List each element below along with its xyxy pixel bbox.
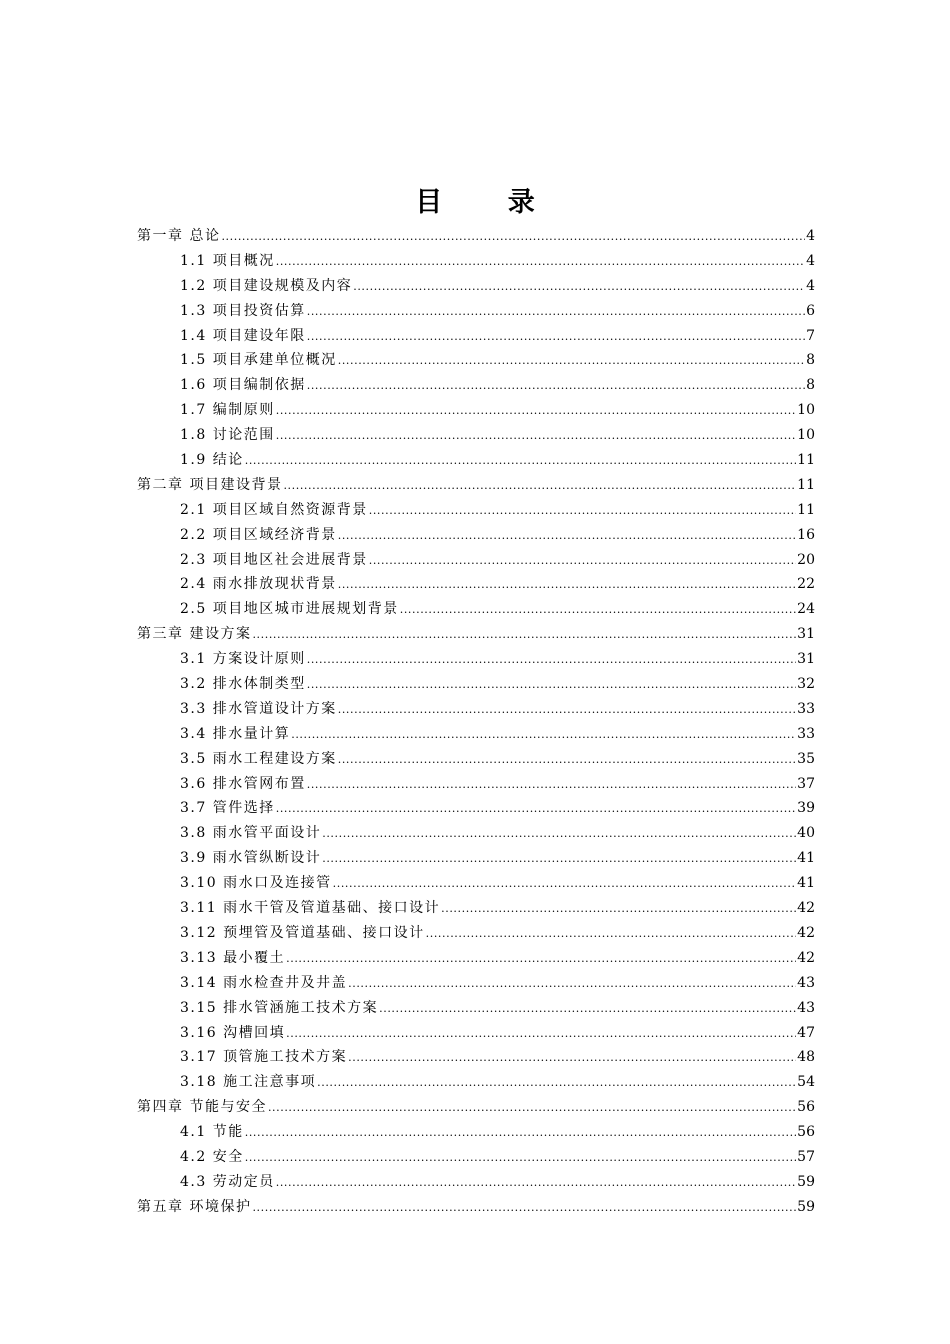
toc-entry-label: 2.1 项目区域自然资源背景 bbox=[180, 501, 368, 518]
toc-entry-label: 3.3 排水管道设计方案 bbox=[180, 700, 337, 717]
dot-leader bbox=[283, 473, 796, 499]
toc-section-entry[interactable] bbox=[137, 647, 815, 672]
toc-section-entry[interactable] bbox=[137, 697, 815, 722]
toc-entry-label: 1.3 项目投资估算 bbox=[180, 302, 306, 319]
toc-section-entry[interactable] bbox=[137, 796, 815, 821]
toc-section-entry[interactable] bbox=[137, 523, 815, 548]
toc-entry-label: 3.14 雨水检查井及井盖 bbox=[180, 974, 348, 991]
toc-entry-label: 3.12 预埋管及管道基础、接口设计 bbox=[180, 924, 425, 941]
toc-entry-page: 4 bbox=[806, 277, 815, 294]
dot-leader bbox=[276, 423, 796, 449]
dot-leader bbox=[245, 1120, 796, 1146]
toc-entry-label: 3.15 排水管涵施工技术方案 bbox=[180, 999, 379, 1016]
toc-entry-page: 43 bbox=[797, 999, 815, 1016]
toc-section-entry[interactable] bbox=[137, 971, 815, 996]
toc-entry-page: 4 bbox=[806, 228, 815, 244]
toc-section-entry[interactable] bbox=[137, 747, 815, 772]
toc-entry-label: 3.7 管件选择 bbox=[180, 800, 275, 817]
toc-entry-label: 第一章 总论 bbox=[137, 228, 221, 244]
page-title: 目 录 bbox=[415, 187, 563, 218]
toc-entry-page: 41 bbox=[797, 875, 815, 892]
toc-section-entry[interactable] bbox=[137, 896, 815, 921]
dot-leader bbox=[379, 996, 796, 1022]
dot-leader bbox=[338, 572, 796, 598]
dot-leader bbox=[286, 946, 796, 972]
toc-section-entry[interactable] bbox=[137, 1045, 815, 1070]
dot-leader bbox=[268, 1095, 796, 1121]
toc-section-entry[interactable] bbox=[137, 299, 815, 324]
dot-leader bbox=[307, 772, 796, 798]
toc-section-entry[interactable] bbox=[137, 448, 815, 473]
toc-entry-page: 42 bbox=[797, 924, 815, 941]
toc-section-entry[interactable] bbox=[137, 348, 815, 373]
toc-entry-page: 31 bbox=[797, 651, 815, 668]
toc-entry-page: 48 bbox=[797, 1049, 815, 1066]
toc-entry-label: 2.2 项目区域经济背景 bbox=[180, 526, 337, 543]
toc-section-entry[interactable] bbox=[137, 871, 815, 896]
dot-leader bbox=[353, 274, 805, 300]
toc-entry-label: 1.9 结论 bbox=[180, 452, 244, 469]
toc-section-entry[interactable] bbox=[137, 1170, 815, 1195]
toc-chapter-entry[interactable] bbox=[137, 224, 815, 249]
toc-entry-label: 3.4 排水量计算 bbox=[180, 725, 291, 742]
toc-section-entry[interactable] bbox=[137, 324, 815, 349]
toc-entry-page: 42 bbox=[797, 949, 815, 966]
toc-entry-label: 3.18 施工注意事项 bbox=[180, 1074, 317, 1091]
toc-entry-page: 16 bbox=[797, 526, 815, 543]
dot-leader bbox=[369, 498, 796, 524]
toc-entry-label: 3.13 最小覆土 bbox=[180, 949, 286, 966]
dot-leader bbox=[338, 348, 805, 374]
dot-leader bbox=[322, 821, 796, 847]
toc-entry-label: 第二章 项目建设背景 bbox=[137, 476, 283, 493]
toc-entry-page: 54 bbox=[797, 1074, 815, 1091]
toc-entry-page: 42 bbox=[797, 900, 815, 917]
toc-chapter-entry[interactable] bbox=[137, 1095, 815, 1120]
dot-leader bbox=[252, 1195, 796, 1221]
dot-leader bbox=[276, 249, 805, 275]
dot-leader bbox=[426, 921, 797, 947]
dot-leader bbox=[307, 672, 796, 698]
toc-entry-label: 1.5 项目承建单位概况 bbox=[180, 352, 337, 369]
toc-entry-label: 4.1 节能 bbox=[180, 1124, 244, 1141]
dot-leader bbox=[307, 299, 805, 325]
dot-leader bbox=[338, 523, 796, 549]
toc-entry-page: 56 bbox=[797, 1124, 815, 1141]
dot-leader bbox=[441, 896, 796, 922]
toc-entry-label: 3.6 排水管网布置 bbox=[180, 775, 306, 792]
toc-entry-label: 3.8 雨水管平面设计 bbox=[180, 825, 322, 842]
dot-leader bbox=[322, 846, 796, 872]
toc-section-entry[interactable] bbox=[137, 846, 815, 871]
toc-section-entry[interactable] bbox=[137, 921, 815, 946]
toc-entry-label: 2.4 雨水排放现状背景 bbox=[180, 576, 337, 593]
toc-entry-label: 3.9 雨水管纵断设计 bbox=[180, 850, 322, 867]
toc-section-entry[interactable] bbox=[137, 572, 815, 597]
toc-section-entry[interactable] bbox=[137, 498, 815, 523]
toc-section-entry[interactable] bbox=[137, 1145, 815, 1170]
toc-section-entry[interactable] bbox=[137, 821, 815, 846]
toc-entry-label: 2.5 项目地区城市进展规划背景 bbox=[180, 601, 399, 618]
toc-section-entry[interactable] bbox=[137, 423, 815, 448]
toc-entry-page: 6 bbox=[806, 302, 815, 319]
toc-entry-page: 41 bbox=[797, 850, 815, 867]
dot-leader bbox=[276, 398, 796, 424]
toc-entry-page: 22 bbox=[797, 576, 815, 593]
toc-entry-page: 43 bbox=[797, 974, 815, 991]
toc-section-entry[interactable] bbox=[137, 597, 815, 622]
dot-leader bbox=[307, 647, 796, 673]
table-of-contents bbox=[137, 224, 815, 1220]
toc-entry-page: 47 bbox=[797, 1024, 815, 1041]
toc-entry-page: 33 bbox=[797, 700, 815, 717]
dot-leader bbox=[286, 1021, 796, 1047]
toc-entry-label: 第四章 节能与安全 bbox=[137, 1099, 267, 1116]
toc-entry-label: 4.2 安全 bbox=[180, 1148, 244, 1165]
toc-entry-page: 37 bbox=[797, 775, 815, 792]
toc-entry-page: 11 bbox=[797, 501, 815, 518]
toc-entry-page: 39 bbox=[797, 800, 815, 817]
toc-entry-page: 31 bbox=[797, 626, 815, 643]
dot-leader bbox=[221, 224, 805, 250]
dot-leader bbox=[276, 796, 796, 822]
toc-entry-page: 4 bbox=[806, 252, 815, 269]
toc-entry-label: 1.7 编制原则 bbox=[180, 402, 275, 419]
toc-entry-page: 11 bbox=[797, 476, 815, 493]
toc-section-entry[interactable] bbox=[137, 398, 815, 423]
toc-entry-page: 20 bbox=[797, 551, 815, 568]
dot-leader bbox=[291, 722, 796, 748]
toc-entry-label: 1.1 项目概况 bbox=[180, 252, 275, 269]
toc-entry-label: 3.5 雨水工程建设方案 bbox=[180, 750, 337, 767]
dot-leader bbox=[307, 373, 805, 399]
dot-leader bbox=[400, 597, 796, 623]
dot-leader bbox=[307, 324, 805, 350]
toc-section-entry[interactable] bbox=[137, 996, 815, 1021]
toc-entry-label: 1.6 项目编制依据 bbox=[180, 377, 306, 394]
dot-leader bbox=[348, 1045, 796, 1071]
toc-section-entry[interactable] bbox=[137, 722, 815, 747]
toc-entry-label: 3.11 雨水干管及管道基础、接口设计 bbox=[180, 900, 441, 917]
dot-leader bbox=[317, 1070, 796, 1096]
toc-entry-label: 2.3 项目地区社会进展背景 bbox=[180, 551, 368, 568]
toc-entry-label: 3.17 顶管施工技术方案 bbox=[180, 1049, 348, 1066]
toc-entry-label: 1.8 讨论范围 bbox=[180, 427, 275, 444]
toc-entry-page: 8 bbox=[806, 352, 815, 369]
toc-section-entry[interactable] bbox=[137, 249, 815, 274]
toc-entry-label: 第五章 环境保护 bbox=[137, 1198, 252, 1215]
toc-entry-page: 11 bbox=[797, 452, 815, 469]
dot-leader bbox=[245, 448, 796, 474]
toc-entry-page: 57 bbox=[797, 1148, 815, 1165]
toc-entry-page: 59 bbox=[797, 1198, 815, 1215]
toc-entry-label: 3.2 排水体制类型 bbox=[180, 676, 306, 693]
toc-entry-label: 1.2 项目建设规模及内容 bbox=[180, 277, 353, 294]
toc-section-entry[interactable] bbox=[137, 946, 815, 971]
dot-leader bbox=[245, 1145, 796, 1171]
toc-section-entry[interactable] bbox=[137, 1120, 815, 1145]
dot-leader bbox=[369, 548, 796, 574]
toc-chapter-entry[interactable] bbox=[137, 1195, 815, 1220]
toc-section-entry[interactable] bbox=[137, 1070, 815, 1095]
toc-entry-page: 35 bbox=[797, 750, 815, 767]
toc-entry-page: 33 bbox=[797, 725, 815, 742]
toc-entry-label: 1.4 项目建设年限 bbox=[180, 327, 306, 344]
toc-entry-label: 4.3 劳动定员 bbox=[180, 1173, 275, 1190]
toc-entry-label: 3.10 雨水口及连接管 bbox=[180, 875, 332, 892]
toc-entry-page: 40 bbox=[797, 825, 815, 842]
toc-entry-label: 3.16 沟槽回填 bbox=[180, 1024, 286, 1041]
toc-entry-page: 59 bbox=[797, 1173, 815, 1190]
dot-leader bbox=[252, 622, 796, 648]
toc-entry-page: 56 bbox=[797, 1099, 815, 1116]
toc-entry-page: 10 bbox=[797, 402, 815, 419]
toc-section-entry[interactable] bbox=[137, 672, 815, 697]
dot-leader bbox=[338, 697, 796, 723]
toc-entry-page: 24 bbox=[797, 601, 815, 618]
toc-section-entry[interactable] bbox=[137, 373, 815, 398]
toc-entry-page: 7 bbox=[806, 327, 815, 344]
toc-section-entry[interactable] bbox=[137, 274, 815, 299]
toc-chapter-entry[interactable] bbox=[137, 473, 815, 498]
dot-leader bbox=[333, 871, 797, 897]
toc-entry-page: 8 bbox=[806, 377, 815, 394]
toc-section-entry[interactable] bbox=[137, 772, 815, 797]
dot-leader bbox=[338, 747, 796, 773]
toc-entry-page: 32 bbox=[797, 676, 815, 693]
toc-entry-label: 第三章 建设方案 bbox=[137, 626, 252, 643]
dot-leader bbox=[276, 1170, 796, 1196]
toc-section-entry[interactable] bbox=[137, 548, 815, 573]
toc-entry-page: 10 bbox=[797, 427, 815, 444]
dot-leader bbox=[348, 971, 796, 997]
toc-entry-label: 3.1 方案设计原则 bbox=[180, 651, 306, 668]
toc-chapter-entry[interactable] bbox=[137, 622, 815, 647]
toc-section-entry[interactable] bbox=[137, 1021, 815, 1046]
